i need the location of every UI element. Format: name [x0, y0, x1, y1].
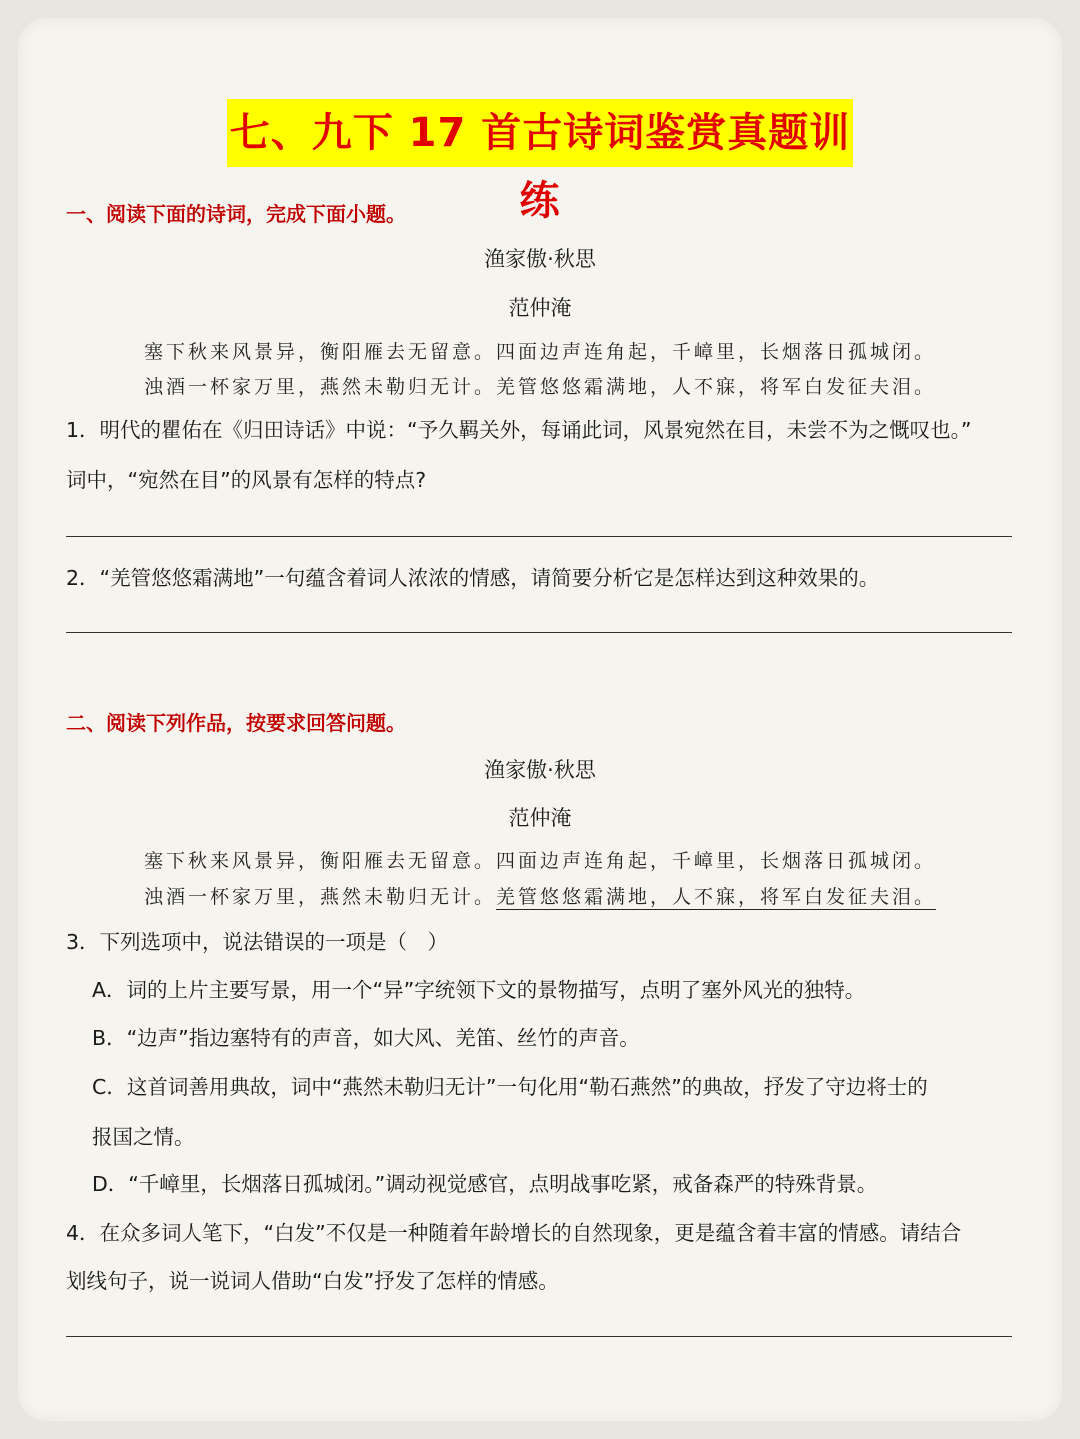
option-c-line1[interactable]: C．这首词善用典故，词中“燕然未勒归无计”一句化用“勒石燕然”的典故，抒发了守边将士的: [92, 1075, 928, 1099]
option-c-line2[interactable]: 报国之情。: [92, 1125, 195, 1149]
option-a[interactable]: A．词的上片主要写景，用一个“异”字统领下文的景物描写，点明了塞外风光的独特。: [92, 978, 866, 1002]
question-3: 3．下列选项中，说法错误的一项是（ ）: [66, 930, 449, 954]
question-4-line1: 4．在众多词人笔下，“白发”不仅是一种随着年龄增长的自然现象，更是蕴含着丰富的情感。请结合: [66, 1221, 962, 1245]
section1-poem-author: 范仲淹: [508, 296, 572, 320]
question-2: 2．“羌管悠悠霜满地”一句蕴含着词人浓浓的情感，请简要分析它是怎样达到这种效果的。: [66, 566, 880, 590]
section2-poem-author: 范仲淹: [508, 806, 572, 830]
section1-poem-line2: 浊酒一杯家万里，燕然未勒归无计。羌管悠悠霜满地，人不寐，将军白发征夫泪。: [143, 376, 936, 398]
page-title: 七、九下 17 首古诗词鉴赏真题训练: [229, 110, 851, 224]
poem-line2-plain: 浊酒一杯家万里，燕然未勒归无计。: [143, 886, 496, 908]
section2-poem-title: 渔家傲·秋思: [484, 758, 596, 782]
question-1-line2: 词中，“宛然在目”的风景有怎样的特点?: [66, 468, 427, 492]
title-highlight: [227, 99, 853, 224]
option-d[interactable]: D．“千嶂里，长烟落日孤城闭。”调动视觉感官，点明战事吃紧，戒备森严的特殊背景。: [92, 1172, 878, 1196]
section2-poem-line2: [0, 882, 1080, 909]
section2-poem-line1: 塞下秋来风景异，衡阳雁去无留意。四面边声连角起，千嶂里，长烟落日孤城闭。: [143, 850, 936, 872]
section1-poem-line1: 塞下秋来风景异，衡阳雁去无留意。四面边声连角起，千嶂里，长烟落日孤城闭。: [143, 341, 936, 363]
section1-poem-title: 渔家傲·秋思: [484, 247, 596, 271]
answer-line-q1[interactable]: [66, 536, 1012, 537]
answer-line-q4[interactable]: [66, 1336, 1012, 1337]
question-1-line1: 1．明代的瞿佑在《归田诗话》中说：“予久羁关外，每诵此词，风景宛然在目，未尝不为之慨叹也。”: [66, 418, 972, 442]
section2-heading: 二、阅读下列作品，按要求回答问题。: [66, 711, 406, 735]
section1-heading: 一、阅读下面的诗词，完成下面小题。: [66, 202, 406, 226]
underlined-sentence: 羌管悠悠霜满地，人不寐，将军白发征夫泪。: [496, 886, 937, 908]
question-4-line2: 划线句子，说一说词人借助“白发”抒发了怎样的情感。: [66, 1269, 559, 1293]
answer-line-q2[interactable]: [66, 632, 1012, 633]
option-b[interactable]: B．“边声”指边塞特有的声音，如大风、羌笛、丝竹的声音。: [92, 1026, 640, 1050]
